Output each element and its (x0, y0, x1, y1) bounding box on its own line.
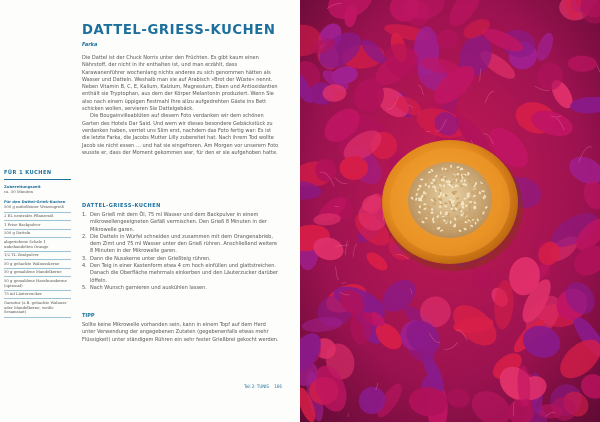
step-text: Dann die Nusskerne unter den Grießteig rühren. (90, 255, 211, 262)
step-text: Die Datteln in Würfel schneiden und zusammen mit dem Orangenabrieb, dem Zimt und 75 ml Wasser unter den Grieß rühren. Anschließend weitere 8 Minuten in der Mikrowelle garen. (90, 233, 278, 255)
ingredient-item: 200 g Datteln (4, 230, 71, 239)
prep-time (4, 184, 71, 194)
step-number: 4. (82, 263, 87, 270)
method-steps (82, 212, 280, 292)
step-number: 5. (82, 284, 87, 291)
step-number: 1. (82, 212, 87, 218)
step-number: 3. (82, 255, 87, 262)
cake-photo-illustration (300, 0, 600, 422)
ingredient-item: 1 Prise Backpulver (4, 221, 71, 230)
ingredient-item: 50 g gehackte Walnusskerne (4, 260, 71, 269)
intro-paragraph: Die Dattel ist der Chuck Norris unter den Früchten. Es gibt kaum einen Nährstoff, der nicht in ihr enthalten ist, und man erzählt, dass Karawanenführer wochenlang nichts anderes zu sich genommen hätten als Wasser und Datteln. Weshalb man sie auf Arabisch »Brot der Wüste« nennt. Neben Vitamin B, C, E, Kalium, Kalzium, Magnesium, Eisen und Antioxidantien enthält sie Tryptophan, aus dem der Körper Melantonin produziert. Wenn Sie also nach einem üppigen Festmahl Ihre allzu aufgedrehten Gäste ins Bett schicken wollen, servieren Sie Dattelgebäck. (82, 55, 278, 113)
ingredients-group (4, 199, 71, 204)
method-heading: DATTEL-GRIESS-KUCHEN (82, 203, 161, 209)
method-step (82, 285, 280, 292)
cake-photo (300, 0, 600, 422)
tip-heading: TIPP (82, 313, 95, 319)
step-number: 2. (82, 233, 87, 240)
ingredient-item: 50 g gemahlene Haselnusskerne (optional) (4, 277, 71, 290)
ingredient-item: Garnitur (z.B. gehackte Walnuss- oder Mandelkerne, weiße Sesamsaat) (4, 299, 71, 317)
ingredient-list (4, 204, 71, 318)
recipe-author: Farka (82, 42, 98, 48)
recipe-intro (82, 55, 280, 157)
intro-paragraph: Die Bougainvilleablüten auf diesem Foto verdanken wir dem schönen Garten des Hotels Dar Said. Und wem wir dieses besondere Gebäckstück zu verdanken haben, verriet uns Slim erst, nachdem das Foto fertig war: Es ist die letzte Farka, die Jacobs Mutter Lilly zubereitet hat. Nach ihrem Tod wollte Jacob sie nicht essen … und hat sie eingefroren. Am Morgen vor unserem Foto wusste er, dass der Moment gekommen war, für den er sie aufgehoben hatte. (82, 113, 279, 156)
sidebar-heading: FÜR 1 KUCHEN (4, 170, 71, 180)
step-text: Nach Wunsch garnieren und auskühlen lassen. (90, 284, 207, 291)
recipe-title: DATTEL-GRIESS-KUCHEN (82, 23, 276, 38)
method-step (82, 234, 280, 256)
ingredient-item: 500 g mittelfeiner Weizengrieß (4, 204, 71, 213)
tip-text: Sollte keine Mikrowelle vorhanden sein, kann in einem Topf auf dem Herd unter Verwendung der angegebenen Zutaten (gegebenenfalls etwas mehr Flüssigkeit) unter ständigem Rühren ein sehr fester Grießbrei gekocht werden. (82, 322, 279, 343)
method-step (82, 212, 280, 234)
step-text: Den Grieß mit dem Öl, 75 ml Wasser und dem Backpulver in einem mikrowellengeeigneten Gefäß vermischen. Den Grieß 8 Minuten in der Mikrowelle garen. (90, 212, 267, 233)
ingredients-group-label: Für den Dattel-Grieß-Kuchen (4, 199, 66, 204)
ingredients-sidebar (4, 170, 71, 318)
prep-time-label: Zubereitungszeit (4, 184, 41, 189)
prep-time-value: ca. 30 Minuten (4, 189, 34, 194)
method-step (82, 263, 280, 285)
ingredient-item: 1/2 TL Zimtpulver (4, 252, 71, 261)
method-step (82, 256, 280, 263)
ingredient-item: 50 g gemahlene Mandelkerne (4, 269, 71, 278)
page-footer (244, 384, 282, 389)
ingredient-item: abgeriebene Schale 1 unbehandelten Orange (4, 238, 71, 251)
footer-section: Teil 2: TUNIS (244, 384, 269, 389)
step-text: Den Teig in einer Kastenform etwa 4 cm hoch einfüllen und glattstreichen. Danach die Oberfläche mehrmals einkerben und den Läuterzucker darüber löffeln. (90, 263, 278, 284)
ingredient-item: 2 EL neutrales Pflanzenöl (4, 213, 71, 222)
page-number: 166 (274, 384, 282, 389)
ingredient-item: 75 ml Läuterzucker (4, 291, 71, 300)
